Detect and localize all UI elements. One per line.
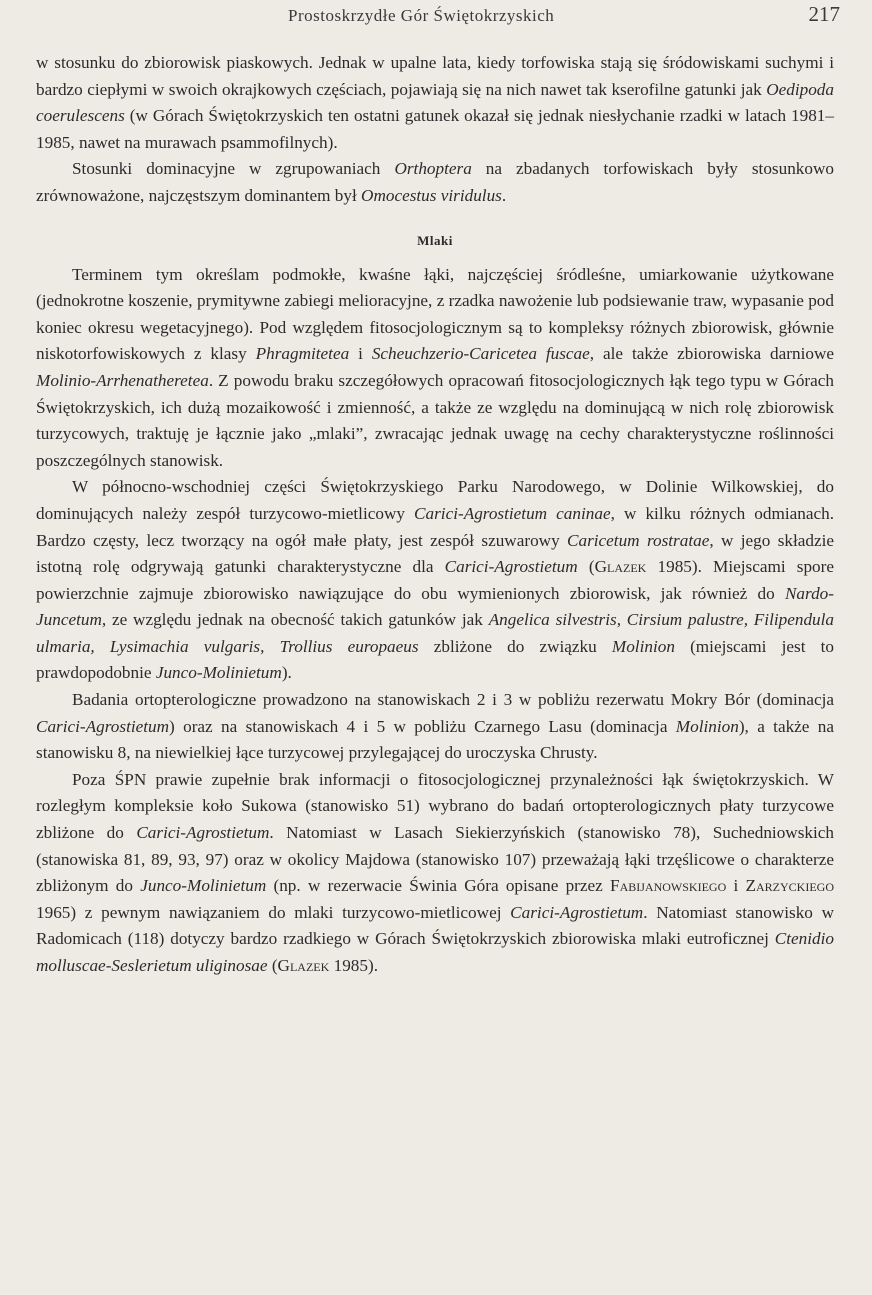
text-span: zbliżone do związku bbox=[418, 636, 612, 656]
author-name: Fabijanowskiego bbox=[610, 876, 727, 896]
taxon-name: Carici-Agrostietum bbox=[136, 823, 270, 843]
body-text bbox=[36, 50, 834, 980]
text-span: W północno-wschodniej części Świętokrzyskiego Parku Narodowego, w Dolinie Wilkowskiej, do dominujących należy zespół turzycowo-mietlicowy bbox=[36, 477, 834, 523]
text-span: ( bbox=[267, 956, 278, 975]
author-name: Zarzyckiego bbox=[745, 876, 834, 896]
paragraph-3 bbox=[36, 262, 834, 475]
taxon-name: Molinion bbox=[611, 636, 675, 656]
taxon-name: Ctenidio molluscae-Seslerietum uliginosae bbox=[36, 929, 834, 975]
taxon-name: Carici-Agrostietum caninae bbox=[414, 503, 611, 523]
text-span: . bbox=[501, 185, 507, 205]
text-span: , w jego składzie istotną rolę odgrywają gatunki charakterystyczne dla bbox=[36, 530, 835, 577]
text-span: w stosunku do zbiorowisk piaskowych. Jednak w upalne lata, kiedy torfowiska stają się śródowiskami suchymi i bardzo ciepłymi w swoich okrajkowych częściach, pojawiają się na nich nawet tak kserofilne gatunki jak bbox=[36, 53, 834, 99]
author-name: Glazek bbox=[277, 956, 330, 975]
text-span: (w Górach Świętokrzyskich ten ostatni gatunek okazał się jednak niesłychanie rzadki w latach 1981–1985, nawet na murawach psammofilnych). bbox=[36, 106, 834, 152]
text-span: , ale także zbiorowiska darniowe bbox=[589, 344, 835, 364]
paragraph-1 bbox=[36, 50, 834, 156]
text-span: 1985). bbox=[329, 956, 378, 975]
taxon-name: Carici-Agrostietum bbox=[444, 557, 578, 577]
text-span: i bbox=[726, 876, 746, 896]
text-span: (np. w rezerwacie Świnia Góra opisane przez bbox=[266, 876, 611, 896]
text-span: 1985). Miejscami spore powierzchnie zajmuje zbiorowisko nawiązujące do obu wymienionych zbiorowisk, jak również do bbox=[36, 557, 834, 603]
text-span: Poza ŚPN prawie zupełnie brak informacji o fitosocjologicznej przynależności łąk świętokrzyskich. W rozległym kompleksie koło Sukowa (stanowisko 51) wybrano do badań ortopterologicznych płaty turzycowe zbliżone do bbox=[36, 769, 834, 843]
taxon-name: Molinion bbox=[675, 716, 739, 736]
paragraph-6 bbox=[36, 767, 834, 980]
text-span: ( bbox=[577, 557, 595, 577]
text-span: , w kilku różnych odmianach. Bardzo częsty, lecz tworzący na ogół małe płaty, jest zespół szuwarowy bbox=[36, 503, 834, 550]
section-heading: Mlaki bbox=[417, 232, 453, 248]
taxon-name: Nardo-Juncetum bbox=[36, 583, 834, 630]
text-span: i bbox=[349, 344, 372, 364]
text-span: . Z powodu braku szczegółowych opracowań fitosocjologicznych łąk tego typu w Górach Świętokrzyskich, ich dużą mozaikowość i zmienność, a także ze względu na dominującą w nich rolę zbiorowisk turzycowych, traktuję je łącznie jako „mlaki”, zwracając jednak uwagę na cechy charakterystyczne roślinności poszczególnych stanowisk. bbox=[36, 370, 834, 470]
taxon-name: Carici-Agrostietum bbox=[510, 902, 644, 922]
text-span: 1965) z pewnym nawiązaniem do mlaki turzycowo-mietlicowej bbox=[36, 902, 511, 922]
taxon-name: Phragmitetea bbox=[255, 344, 350, 364]
taxon-name: Carici-Agrostietum bbox=[36, 716, 170, 736]
text-span: . Natomiast stanowisko w Radomicach (118) dotyczy bardzo rzadkiego w Górach Świętokrzyskich zbiorowiska mlaki eutroficznej bbox=[36, 902, 834, 949]
taxon-name: Orthoptera bbox=[394, 159, 472, 179]
text-span: Badania ortopterologiczne prowadzono na stanowiskach 2 i 3 w pobliżu rezerwatu Mokry Bór (dominacja bbox=[72, 690, 834, 710]
taxon-name: Scheuchzerio-Caricetea fuscae bbox=[371, 344, 590, 364]
running-title: Prostoskrzydłe Gór Świętokrzyskich bbox=[288, 6, 555, 25]
text-span: (miejscami jest to prawdopodobnie bbox=[36, 636, 834, 683]
taxon-name: Molinio-Arrhenatheretea bbox=[36, 370, 209, 390]
running-head bbox=[0, 2, 872, 32]
text-span: Stosunki dominacyjne w zgrupowaniach bbox=[72, 159, 395, 179]
text-span: , ze względu jednak na obecność takich gatunków jak bbox=[101, 610, 489, 630]
text-span: ) oraz na stanowiskach 4 i 5 w pobliżu Czarnego Lasu (dominacja bbox=[169, 716, 676, 736]
taxon-name: Omocestus viridulus bbox=[361, 185, 502, 205]
author-name: Glazek bbox=[594, 557, 647, 577]
text-span: na zbadanych torfowiskach były stosunkowo zrównoważone, najczęstszym dominantem był bbox=[36, 159, 834, 205]
taxon-name: Junco-Molinietum bbox=[140, 876, 267, 896]
text-span: . Natomiast w Lasach Siekierzyńskich (stanowisko 78), Suchedniowskich (stanowiska 81, 89, 93, 97) oraz w okolicy Majdowa (stanowisko 107) przeważają łąki trzęślicowe o charakterze zbliżonym do bbox=[36, 823, 834, 896]
page-number: 217 bbox=[808, 2, 840, 26]
text-span: Terminem tym określam podmokłe, kwaśne łąki, najczęściej śródleśne, umiarkowanie użytkowane (jednokrotne koszenie, prymitywne zabiegi melioracyjne, z rzadka nawożenie lub podsiewanie traw, wypasanie pod koniec okresu wegetacyjnego). Pod względem fitosocjologicznym są to kompleksy różnych zbiorowisk, głównie niskotorfowiskowych z klasy bbox=[36, 264, 834, 364]
paragraph-4 bbox=[36, 474, 834, 687]
taxon-name: Angelica silvestris, Cirsium palustre, Filipendula ulmaria, Lysimachia vulgaris, Trollius europaeus bbox=[36, 610, 835, 656]
taxon-name: Junco-Molinietum bbox=[155, 663, 282, 683]
paragraph-2 bbox=[36, 156, 834, 209]
text-span: ). bbox=[281, 663, 292, 683]
text-span: ), a także na stanowisku 8, na niewielkiej łące turzycowej przylegającej do uroczyska Chrusty. bbox=[36, 716, 834, 763]
taxon-name: Oedipoda coerulescens bbox=[36, 79, 834, 126]
taxon-name: Caricetum rostratae bbox=[567, 530, 710, 550]
paragraph-5 bbox=[36, 687, 834, 767]
